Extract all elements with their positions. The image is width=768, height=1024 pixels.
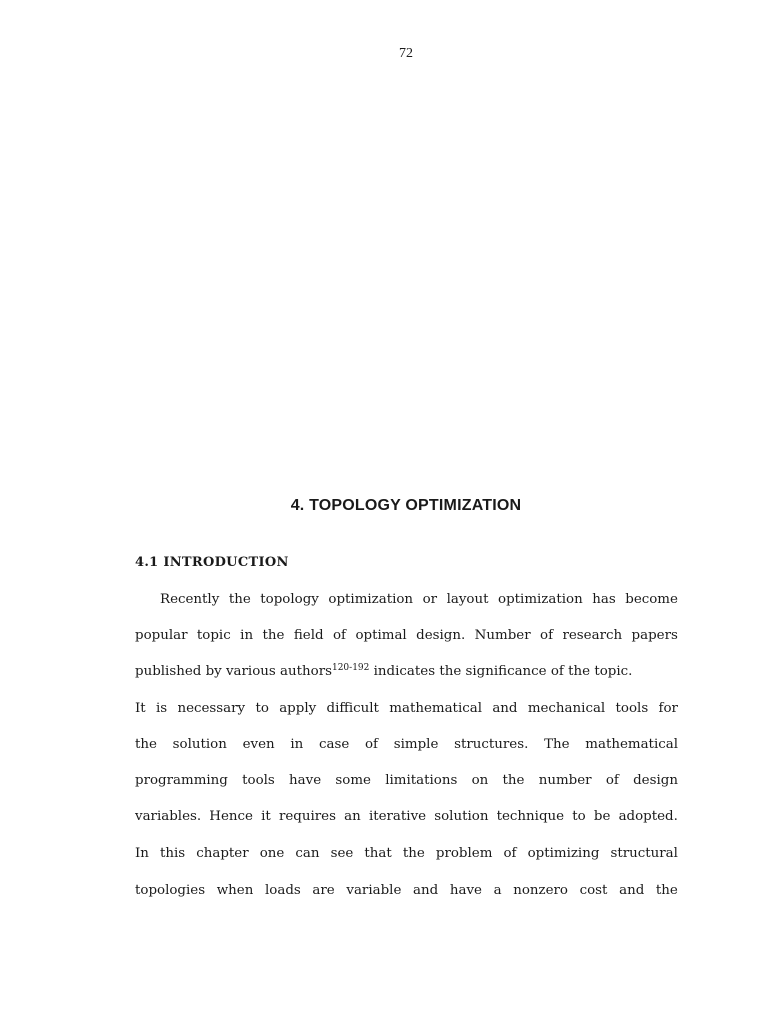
word: to — [572, 809, 586, 824]
word: Hence — [209, 809, 253, 824]
chapter-title: 4. TOPOLOGY OPTIMIZATION — [290, 497, 522, 514]
word: case — [318, 737, 350, 752]
word: design — [633, 773, 678, 788]
word: has — [592, 592, 616, 607]
word: iterative — [368, 809, 427, 824]
word: problem — [435, 846, 493, 861]
word: research — [562, 628, 623, 643]
word: solution — [434, 809, 489, 824]
word: solution — [172, 737, 227, 752]
word: be — [593, 809, 611, 824]
word: optimization — [328, 592, 414, 607]
paragraph-line — [135, 735, 678, 755]
word: it — [261, 809, 271, 824]
word: to — [255, 701, 269, 716]
word: variables. — [135, 809, 202, 824]
word: for — [658, 701, 678, 716]
word: in — [240, 628, 254, 643]
word: and — [619, 883, 645, 898]
word: topologies — [135, 883, 206, 898]
paragraph-line — [135, 590, 678, 610]
word: some — [335, 773, 371, 788]
word: the — [228, 592, 251, 607]
word: optimization — [498, 592, 583, 607]
word: technique — [496, 809, 565, 824]
paragraph-line — [135, 662, 678, 682]
word: one — [259, 846, 285, 861]
word: or — [422, 592, 438, 607]
word: is — [155, 701, 168, 716]
word: even — [242, 737, 275, 752]
word: popular — [135, 628, 188, 643]
page-number: 72 — [399, 46, 413, 61]
word: when — [216, 883, 254, 898]
citation-superscript: 120-192 — [331, 663, 370, 673]
word: field — [293, 628, 324, 643]
word: on — [471, 773, 489, 788]
word: mechanical — [527, 701, 606, 716]
word: this — [160, 846, 186, 861]
word: requires — [278, 809, 336, 824]
line-text: indicates the significance of the topic. — [369, 664, 633, 679]
word: difficult — [326, 701, 379, 716]
paragraph-line — [135, 881, 678, 901]
word: The — [544, 737, 570, 752]
paragraph-line — [135, 771, 678, 791]
word: papers — [631, 628, 678, 643]
word: Recently — [160, 592, 220, 607]
paragraph-line — [135, 626, 678, 646]
word: a — [493, 883, 502, 898]
word: become — [625, 592, 678, 607]
word: topic — [196, 628, 231, 643]
word: the — [135, 737, 157, 752]
word: can — [295, 846, 320, 861]
word: the — [402, 846, 425, 861]
word: simple — [393, 737, 439, 752]
word: necessary — [177, 701, 246, 716]
paragraph-line — [135, 699, 678, 719]
word: an — [344, 809, 361, 824]
word: optimizing — [527, 846, 600, 861]
word: the — [502, 773, 525, 788]
word: see — [330, 846, 354, 861]
word: apply — [279, 701, 317, 716]
word: loads — [265, 883, 301, 898]
word: of — [605, 773, 619, 788]
word: tools — [242, 773, 275, 788]
word: adopted. — [618, 809, 678, 824]
word: limitations — [385, 773, 458, 788]
paragraph-line — [135, 807, 678, 827]
word: optimal — [355, 628, 407, 643]
word: in — [290, 737, 304, 752]
word: structures. — [454, 737, 529, 752]
line-text: published by various authors — [135, 664, 332, 679]
word: structural — [610, 846, 678, 861]
word: tools — [615, 701, 649, 716]
word: In — [135, 846, 149, 861]
word: of — [333, 628, 347, 643]
word: of — [503, 846, 517, 861]
word: are — [312, 883, 335, 898]
word: and — [492, 701, 518, 716]
word: programming — [135, 773, 228, 788]
word: Number — [474, 628, 531, 643]
word: cost — [579, 883, 608, 898]
word: number — [538, 773, 592, 788]
word: It — [135, 701, 146, 716]
word: have — [289, 773, 322, 788]
word: design. — [416, 628, 466, 643]
word: mathematical — [585, 737, 678, 752]
word: and — [413, 883, 439, 898]
word: chapter — [196, 846, 249, 861]
word: layout — [446, 592, 489, 607]
word: variable — [346, 883, 402, 898]
word: the — [262, 628, 285, 643]
paragraph-line — [135, 844, 678, 864]
word: that — [364, 846, 392, 861]
section-heading: 4.1 INTRODUCTION — [135, 555, 289, 570]
word: mathematical — [389, 701, 482, 716]
word: nonzero — [513, 883, 568, 898]
word: the — [655, 883, 678, 898]
word: topology — [260, 592, 319, 607]
word: of — [364, 737, 379, 752]
word: have — [449, 883, 482, 898]
word: of — [540, 628, 554, 643]
